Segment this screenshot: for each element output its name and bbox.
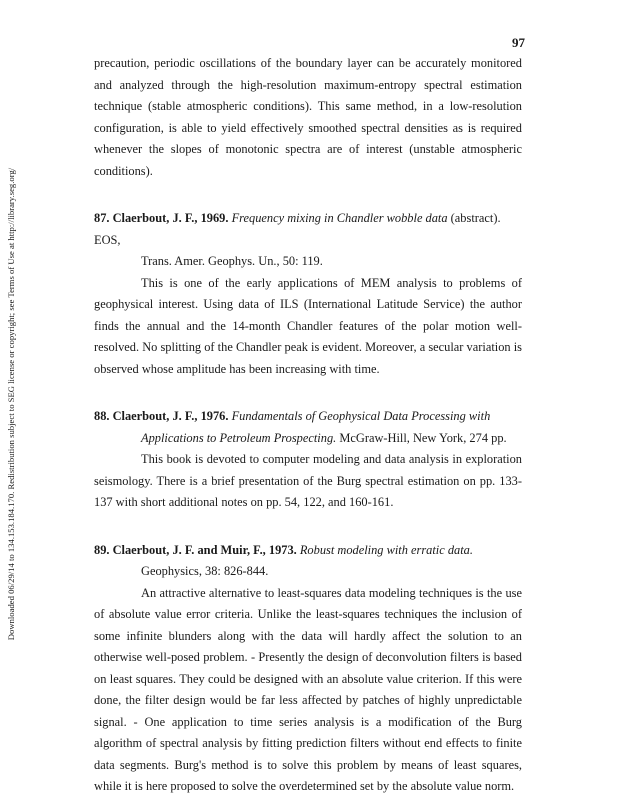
entry-87-source: Trans. Amer. Geophys. Un., 50: 119.: [141, 254, 323, 268]
download-notice-text: Downloaded 06/29/14 to 134.153.184.170. Redistribution subject to SEG license or copyright; see Terms of Use at http://library.seg.org/: [6, 167, 16, 641]
entry-88-abstract: This book is devoted to computer modeling and data analysis in exploration seismology. There is a brief presentation of the Burg spectral estimation on pp. 133-137 with short additional notes on pp. 54, 122, and 160-161.: [94, 452, 522, 509]
reference-entry-89: [94, 540, 522, 798]
entry-87-title: Frequency mixing in Chandler wobble data: [231, 211, 448, 225]
reference-entry-88: [94, 406, 522, 514]
entry-87-tail: (abstract). EOS,: [94, 211, 501, 247]
reference-entry-87: [94, 208, 522, 380]
page-body: [94, 53, 522, 798]
entry-89-header: 89. Claerbout, J. F. and Muir, F., 1973.: [94, 542, 297, 557]
entry-89-title: Robust modeling with erratic data.: [299, 542, 473, 557]
entry-87-abstract: This is one of the early applications of MEM analysis to problems of geophysical interest. Using data of ILS (International Latitude Service) the author finds the annual and the 14-month Chandler features of the polar motion well-resolved. No splitting of the Chandler peak is evident. Moreover, a secular variation is observed whose amplitude has been increasing with time.: [94, 275, 522, 376]
entry-89-citation-line: [94, 540, 522, 562]
entry-88-header: 88. Claerbout, J. F., 1976.: [94, 409, 229, 423]
intro-paragraph: precaution, periodic oscillations of the boundary layer can be accurately monitored and analyzed through the high-resolution maximum-entropy spectral estimation technique (stable atmospheric conditions). This same method, in a low-resolution configuration, is able to yield effectively smoothed spectral densities as is required whenever the slopes of monotonic spectra are of interest (unstable atmospheric conditions).: [94, 56, 522, 178]
entry-87-header: 87. Claerbout, J. F., 1969.: [94, 211, 229, 225]
entry-88-source-line: [94, 428, 522, 450]
page-number: 97: [512, 35, 525, 50]
entry-88-citation-line: [94, 406, 522, 428]
entry-88-title-part1: Fundamentals of Geophysical Data Processing with: [231, 409, 491, 423]
entry-89-abstract: An attractive alternative to least-squares data modeling techniques is the use of absolute value error criteria. Unlike the least-squares techniques the inclusion of some infinite blunders along with the data will hardly affect the solution to an otherwise well-posed problem. - Presently the design of deconvolution filters is based on least squares. They could be designed with an absolute value criterion. If this were done, the filter design would be far less affected by patches of highly unpredictable signal. - One application to time series analysis is a modification of the Burg algorithm of spectral analysis by fitting prediction filters without end effects to finite data segments. Burg's method is to solve this problem by means of least squares, while it is here proposed to solve the overdetermined set by the absolute value norm.: [94, 585, 522, 793]
download-notice: [6, 124, 16, 684]
entry-88-title-part2: Applications to Petroleum Prospecting.: [141, 430, 337, 445]
entry-88-publisher: McGraw-Hill, New York, 274 pp.: [336, 430, 507, 445]
entry-89-source: Geophysics, 38: 826-844.: [141, 564, 269, 578]
entry-87-citation-line: [94, 208, 522, 251]
